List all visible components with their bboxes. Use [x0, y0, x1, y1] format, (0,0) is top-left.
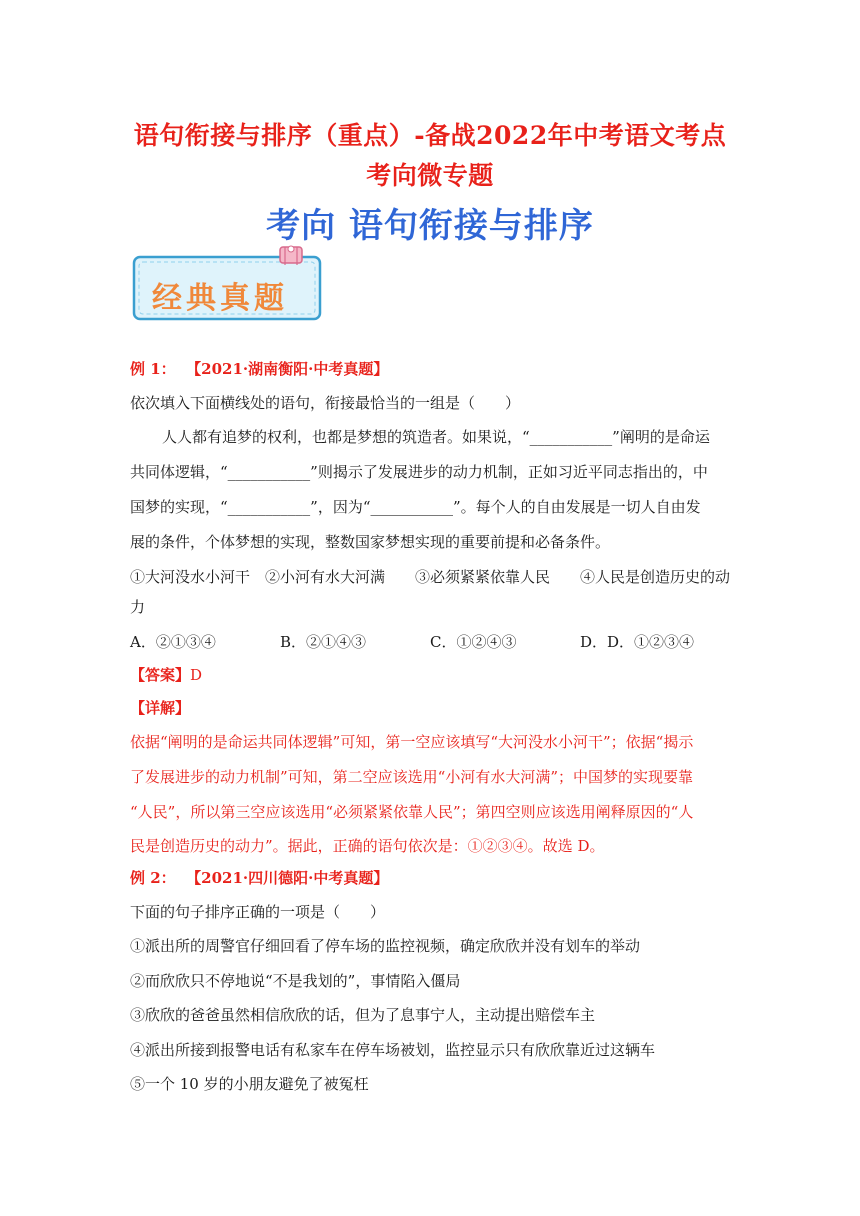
- detail-line: 依据“阐明的是命运共同体逻辑”可知，第一空应该填写“大河没水小河干”；依据“揭示: [130, 733, 694, 751]
- example1-question: 依次填入下面横线处的语句，衔接最恰当的一组是（ ）: [130, 394, 521, 412]
- badge-label: 经典真题: [152, 281, 288, 316]
- option-d: D．D．①②③④: [580, 633, 695, 651]
- answer-value: D: [190, 666, 203, 684]
- option-b: B．②①④③: [280, 633, 367, 651]
- option-a: A．②①③④: [130, 633, 216, 651]
- detail-label: 【详解】: [130, 699, 191, 717]
- example2-sentence: ③欣欣的爸爸虽然相信欣欣的话，但为了息事宁人，主动提出赔偿车主: [130, 1006, 596, 1024]
- detail-line: 了发展进步的动力机制”可知，第二空应该选用“小河有水大河满”；中国梦的实现要靠: [130, 768, 694, 786]
- doc-title-line2: 考向微专题: [366, 161, 494, 190]
- example2-sentence: ⑤一个 10 岁的小朋友避免了被冤枉: [130, 1075, 369, 1093]
- classic-questions-badge: [130, 243, 326, 323]
- example1-source: 【2021·湖南衡阳·中考真题】: [193, 360, 389, 378]
- example1-passage-line: 国梦的实现，“___________”，因为“___________”。每个人的自由发展是一切人自由发: [130, 498, 701, 516]
- example2-source: 【2021·四川德阳·中考真题】: [193, 869, 389, 887]
- option-c: C．①②④③: [430, 633, 517, 651]
- example2-sentence: ②而欣欣只不停地说“不是我划的”，事情陷入僵局: [130, 972, 461, 990]
- example1-passage-line: 展的条件，个体梦想的实现，整数国家梦想实现的重要前提和必备条件。: [130, 533, 611, 551]
- example1-label: 例 1：: [130, 360, 176, 378]
- example1-passage-line: 共同体逻辑，“___________”则揭示了发展进步的动力机制，正如习近平同志指出的，中: [130, 463, 708, 481]
- example1-header: [130, 359, 388, 379]
- example2-label: 例 2：: [130, 869, 176, 887]
- detail-line: “人民”，所以第三空应该选用“必须紧紧依靠人民”；第四空则应该选用阐释原因的“人: [130, 803, 694, 821]
- answer-label: 【答案】: [130, 666, 191, 684]
- example2-sentence: ①派出所的周警官仔细回看了停车场的监控视频，确定欣欣并没有划车的举动: [130, 937, 641, 955]
- example1-items: ①大河没水小河干 ②小河有水大河满 ③必须紧紧依靠人民 ④人民是创造历史的动: [130, 568, 731, 586]
- example2-question: 下面的句子排序正确的一项是（ ）: [130, 903, 386, 921]
- example2-header: [130, 868, 388, 888]
- doc-title-line1: 语句衔接与排序（重点）-备战2022年中考语文考点: [133, 121, 727, 150]
- example2-sentence: ④派出所接到报警电话有私家车在停车场被划，监控显示只有欣欣靠近过这辆车: [130, 1041, 656, 1059]
- example1-items-cont: 力: [130, 598, 146, 616]
- detail-line: 民是创造历史的动力”。据此，正确的语句依次是：①②③④。故选 D。: [130, 837, 605, 855]
- doc-subtitle: 考向 语句衔接与排序: [266, 206, 594, 246]
- example1-passage-line: 人人都有追梦的权利，也都是梦想的筑造者。如果说，“___________”阐明的是命运: [162, 428, 710, 446]
- answer-row: [130, 665, 202, 685]
